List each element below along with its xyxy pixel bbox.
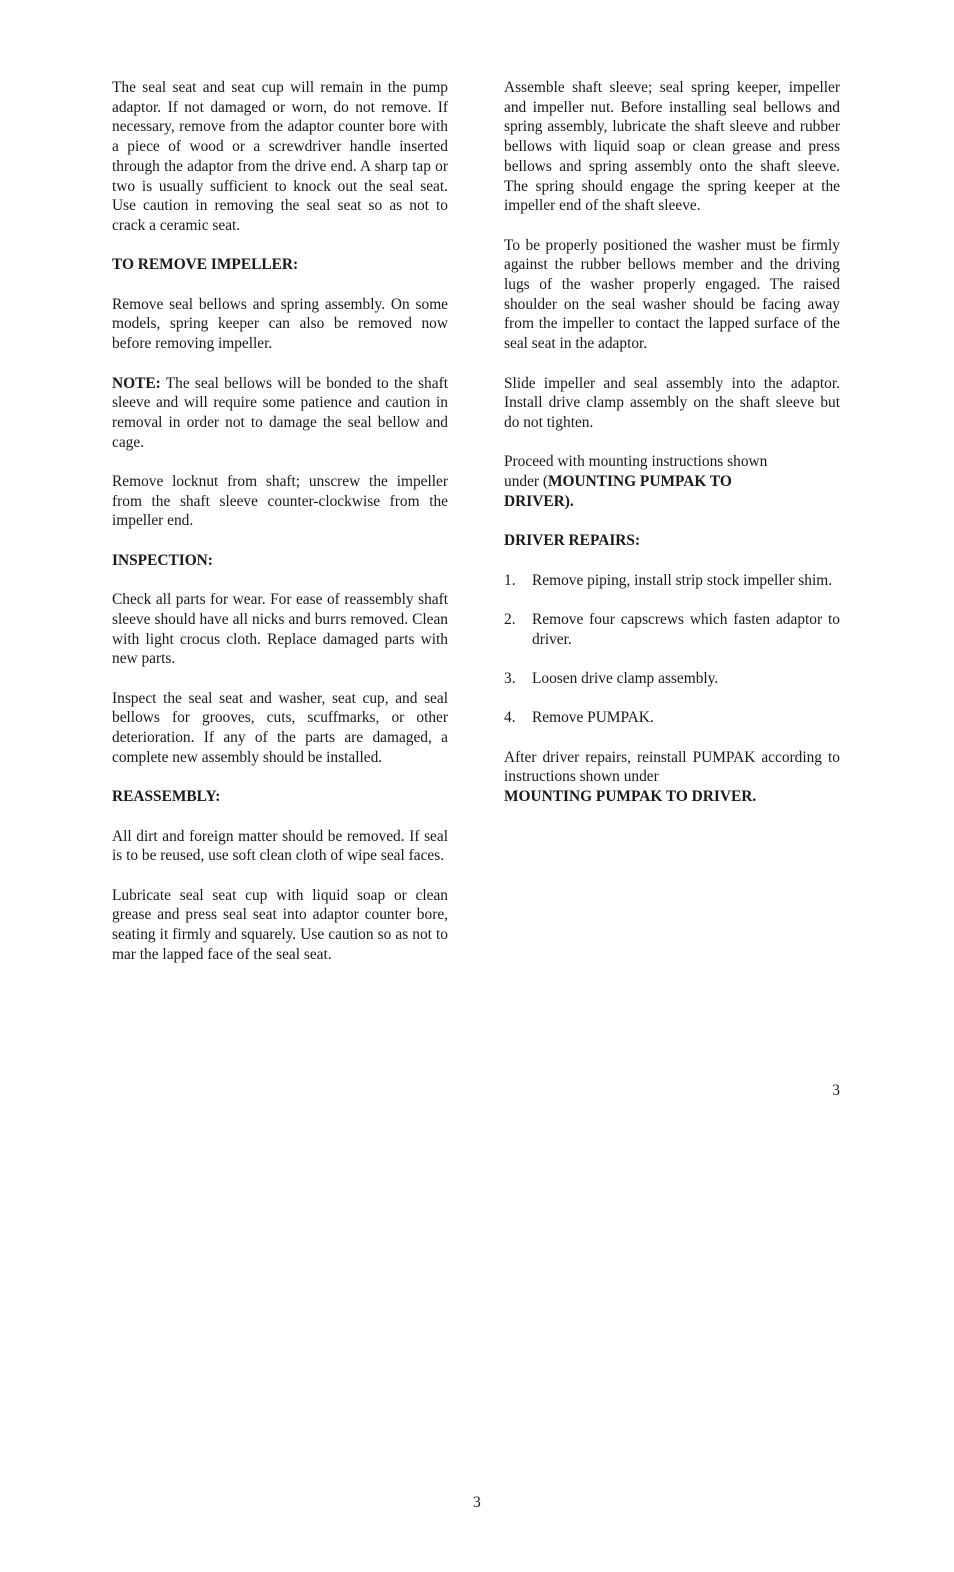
step-text: Remove PUMPAK. bbox=[532, 709, 654, 727]
paragraph-inspect-seal: Inspect the seal seat and washer, seat cup, and seal bellows for grooves, cuts, scuffmarks, or other deterioration. If any of the parts are damaged, a complete new assembly should be installed. bbox=[112, 689, 448, 766]
step-number: 3. bbox=[504, 669, 516, 687]
step-number: 2. bbox=[504, 610, 516, 628]
heading-remove-impeller: TO REMOVE IMPELLER: bbox=[112, 256, 299, 274]
step-text: Loosen drive clamp assembly. bbox=[532, 669, 719, 687]
paragraph-dirt-removal: All dirt and foreign matter should be removed. If seal is to be reused, use soft clean cloth of wipe seal faces. bbox=[112, 827, 448, 865]
proceed-bold-1: MOUNTING PUMPAK TO bbox=[548, 473, 732, 491]
paragraph-assemble-sleeve: Assemble shaft sleeve; seal spring keeper, impeller and impeller nut. Before installing seal bellows and spring assembly, lubricate the shaft sleeve and rubber bellows with liquid soap or clean grease and press bellows and spring assembly onto the shaft sleeve. The spring should engage the spring keeper at the impeller end of the shaft sleeve. bbox=[504, 79, 840, 215]
page-number-right: 3 bbox=[832, 1082, 840, 1099]
list-item bbox=[504, 571, 840, 591]
heading-inspection: INSPECTION: bbox=[112, 551, 213, 569]
note-text: The seal bellows will be bonded to the shaft sleeve and will require some patience and caution in removal in order not to damage the seal bellow and cage. bbox=[112, 374, 448, 451]
paragraph-lubricate: Lubricate seal seat cup with liquid soap or clean grease and press seal seat into adaptor counter bore, seating it firmly and squarely. Use caution so as not to mar the lapped face of the seal seat. bbox=[112, 886, 448, 963]
step-text: Remove piping, install strip stock impeller shim. bbox=[532, 571, 833, 589]
paragraph-remove-bellows: Remove seal bellows and spring assembly. On some models, spring keeper can also be removed now before removing impeller. bbox=[112, 295, 448, 353]
list-item bbox=[504, 708, 840, 728]
step-number: 4. bbox=[504, 709, 516, 727]
paragraph-remove-locknut: Remove locknut from shaft; unscrew the impeller from the shaft sleeve counter-clockwise from the impeller end. bbox=[112, 473, 448, 530]
heading-driver-repairs: DRIVER REPAIRS: bbox=[504, 532, 641, 550]
paragraph-washer-position: To be properly positioned the washer must be firmly against the rubber bellows member and the driving lugs of the washer properly engaged. The raised shoulder on the seal washer should be facing away from the impeller to contact the lapped surface of the seal seat in the adaptor. bbox=[504, 236, 840, 353]
step-number: 1. bbox=[504, 571, 516, 589]
paragraph-check-parts: Check all parts for wear. For ease of reassembly shaft sleeve should have all nicks and burrs removed. Clean with light crocus cloth. Replace damaged parts with new parts. bbox=[112, 591, 448, 668]
paragraph-after-repairs bbox=[504, 748, 840, 807]
proceed-line1: Proceed with mounting instructions shown bbox=[504, 453, 768, 471]
paragraph-slide-impeller: Slide impeller and seal assembly into the adaptor. Install drive clamp assembly on the shaft sleeve but do not tighten. bbox=[504, 374, 840, 431]
paragraph-note bbox=[112, 374, 448, 453]
after-repairs-text: After driver repairs, reinstall PUMPAK according to instructions shown under bbox=[504, 748, 840, 786]
list-item bbox=[504, 610, 840, 649]
after-repairs-bold: MOUNTING PUMPAK TO DRIVER. bbox=[504, 788, 757, 806]
left-column bbox=[112, 78, 448, 984]
proceed-prefix: under ( bbox=[504, 473, 549, 491]
page-number-bottom: 3 bbox=[473, 1494, 481, 1511]
driver-repair-steps bbox=[504, 571, 840, 729]
right-column bbox=[504, 78, 840, 827]
paragraph-proceed-mounting bbox=[504, 452, 840, 511]
note-label: NOTE: bbox=[112, 374, 161, 392]
paragraph-seal-seat: The seal seat and seat cup will remain in the pump adaptor. If not damaged or worn, do not remove. If necessary, remove from the adaptor counter bore with a piece of wood or a screwdriver handle inserted through the adaptor from the drive end. A sharp tap or two is usually sufficient to knock out the seal seat. Use caution in removing the seal seat so as not to crack a ceramic seat. bbox=[112, 79, 448, 234]
heading-reassembly: REASSEMBLY: bbox=[112, 788, 221, 806]
proceed-bold-2: DRIVER). bbox=[504, 492, 574, 510]
list-item bbox=[504, 669, 840, 689]
step-text: Remove four capscrews which fasten adaptor to driver. bbox=[532, 610, 840, 648]
